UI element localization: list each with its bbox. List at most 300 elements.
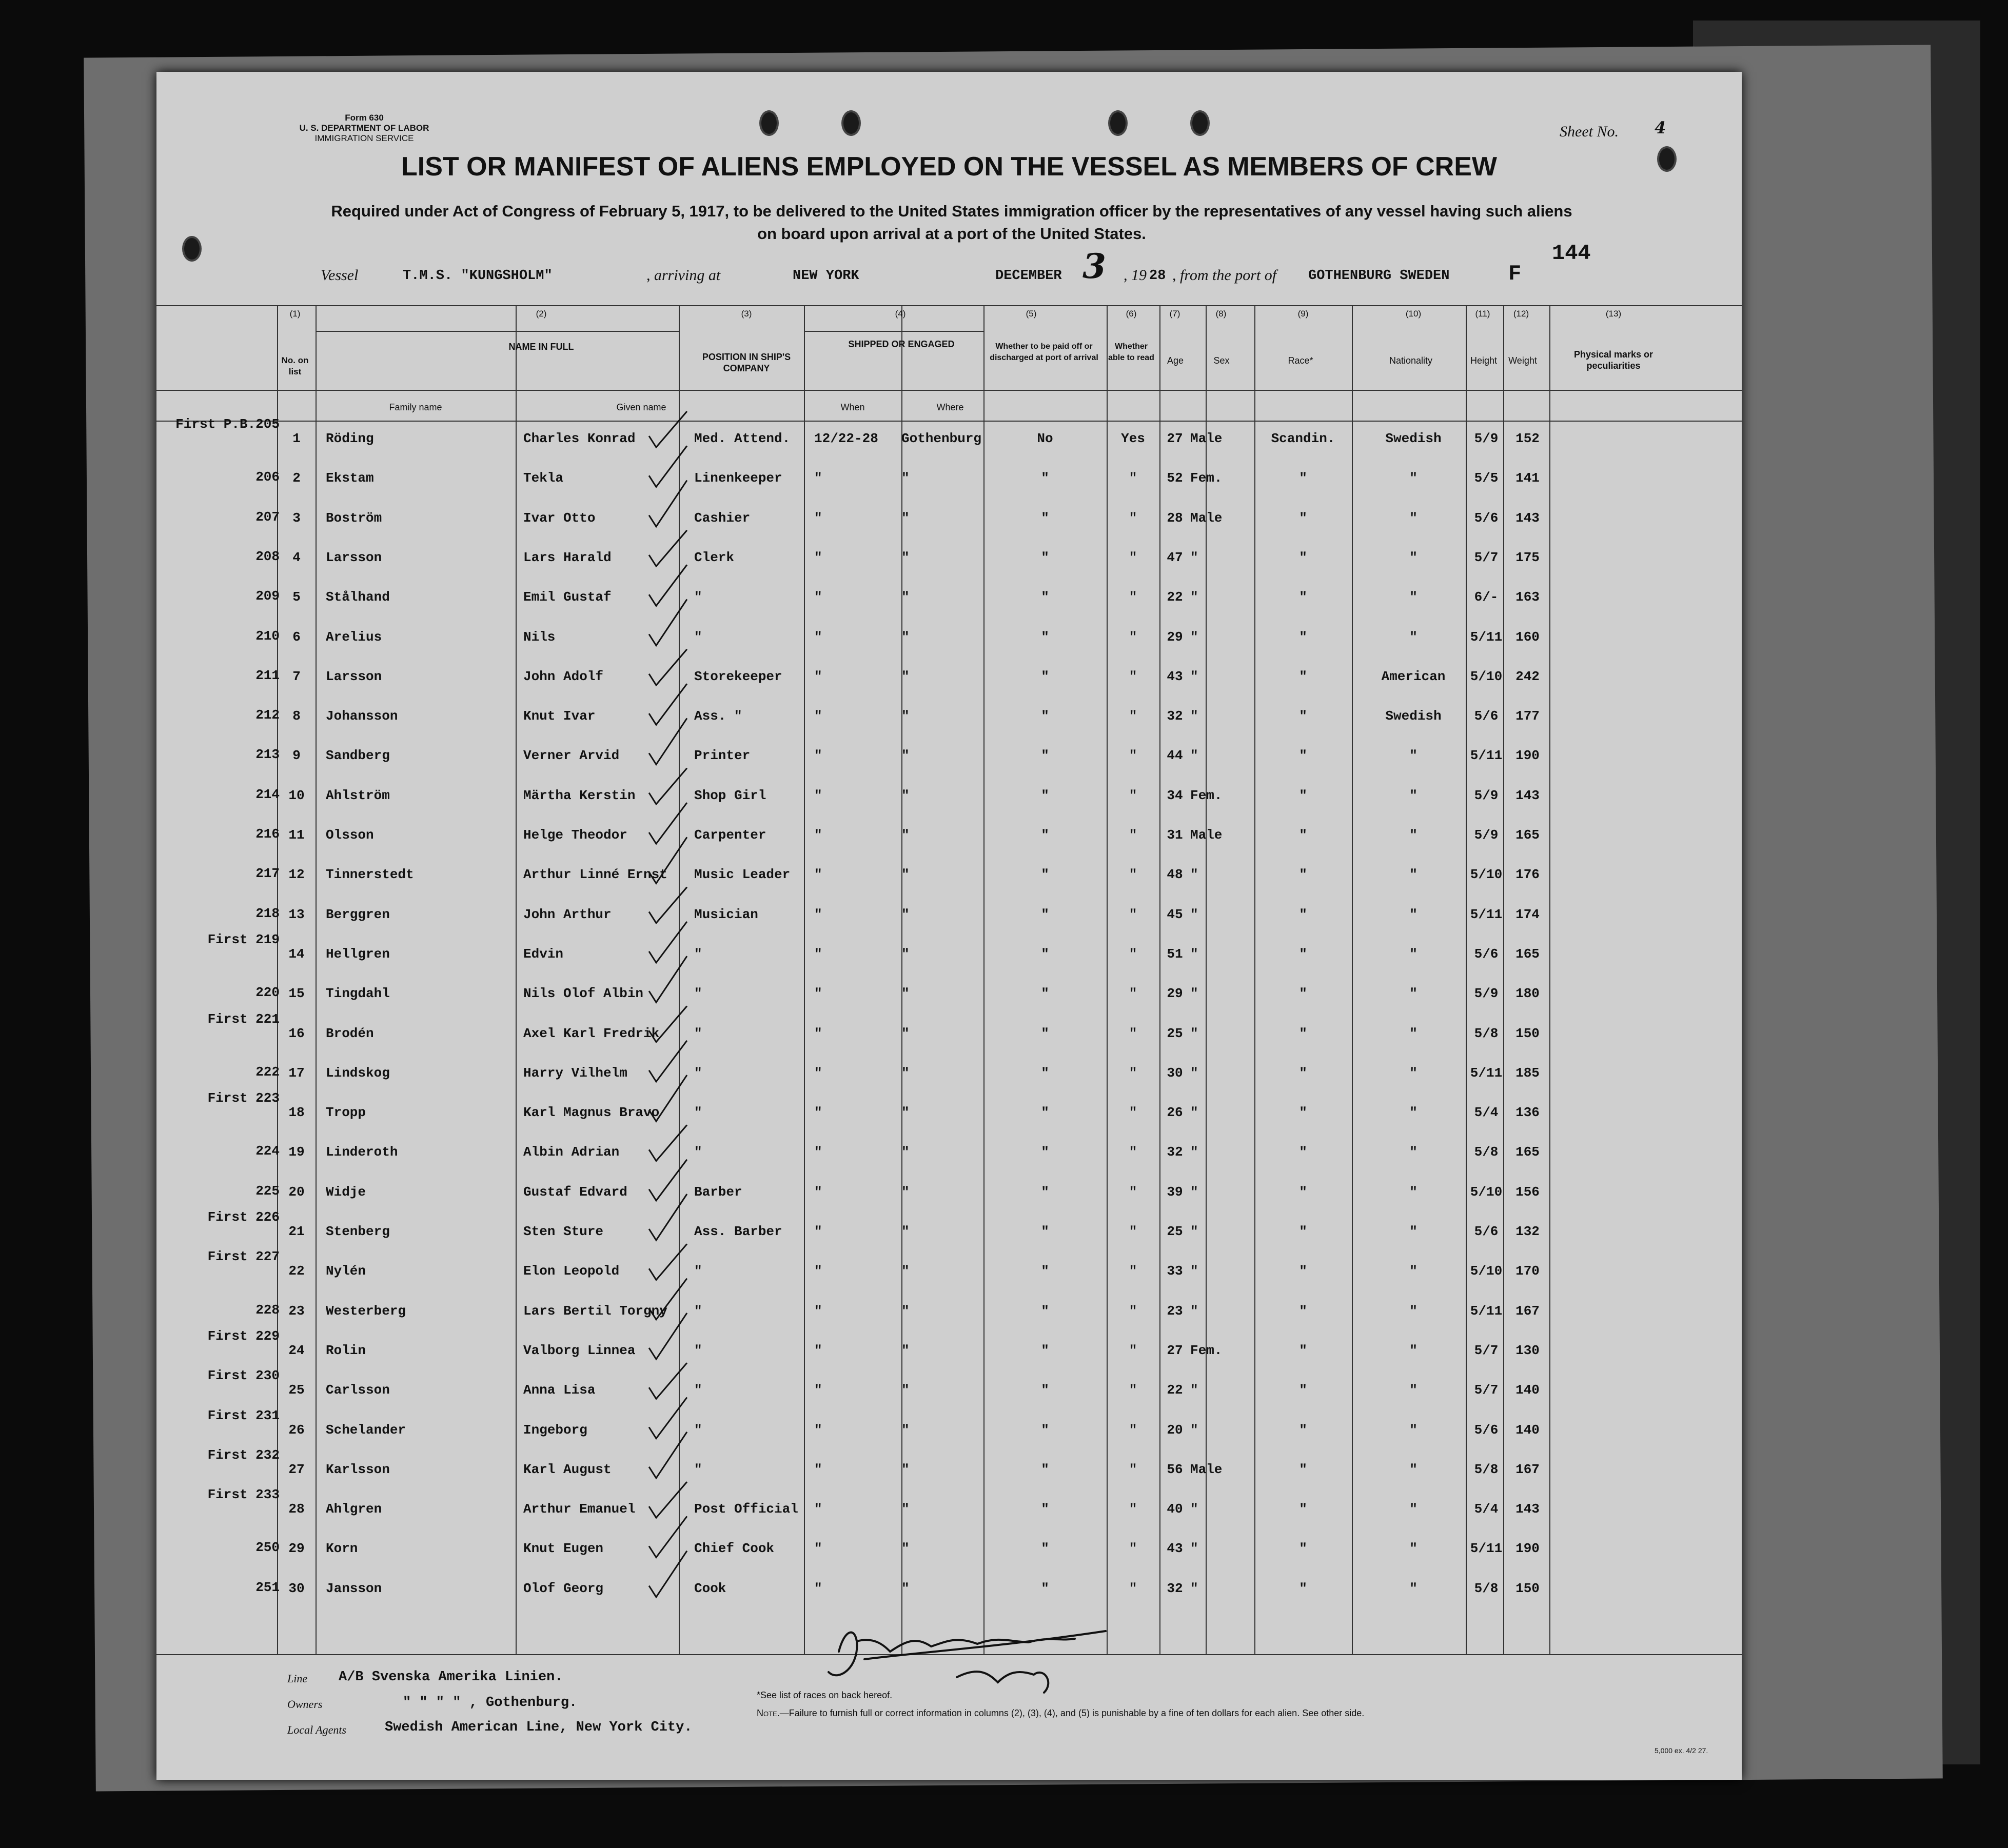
cell-no: 2 [292, 470, 301, 486]
check-mark [649, 446, 687, 487]
cell-when: " [814, 1501, 822, 1517]
col-given-name: Given name [616, 402, 666, 412]
cell-nationality: " [1409, 1422, 1418, 1438]
cell-given: Knut Ivar [523, 708, 596, 724]
check-mark [649, 1482, 687, 1518]
cell-ref: First 230 [207, 1368, 280, 1384]
header-separator [316, 331, 679, 332]
cell-nationality: " [1409, 1541, 1418, 1557]
cell-paid: " [1041, 787, 1049, 803]
cell-paid: " [1041, 1501, 1049, 1517]
failure-note [757, 1708, 1680, 1719]
check-mark [649, 1194, 687, 1240]
cell-sex: " [1190, 549, 1198, 565]
col-sex: Sex [1213, 355, 1230, 366]
service-name: IMMIGRATION SERVICE [314, 133, 414, 143]
cell-paid: " [1041, 470, 1049, 486]
print-run: 5,000 ex. 4/2 27. [1655, 1746, 1708, 1755]
cell-nationality: " [1409, 1144, 1418, 1160]
cell-no: 24 [288, 1342, 305, 1358]
cell-height: 5/6 [1474, 708, 1499, 724]
check-mark [649, 530, 687, 566]
cell-when: " [814, 867, 822, 883]
cell-ref: 217 [255, 866, 280, 882]
cell-family: Stenberg [326, 1224, 390, 1239]
cell-where: " [901, 1541, 910, 1557]
cell-race: " [1299, 867, 1307, 883]
cell-paid: " [1041, 589, 1049, 605]
cell-given: Gustaf Edvard [523, 1184, 627, 1200]
cell-no: 14 [288, 946, 305, 962]
cell-family: Korn [326, 1541, 358, 1557]
cell-sex: " [1190, 1541, 1198, 1557]
cell-position: " [694, 1105, 702, 1121]
cell-read: " [1129, 1224, 1137, 1239]
check-mark [649, 600, 687, 646]
cell-position: " [694, 1461, 702, 1477]
cell-height: 5/9 [1474, 431, 1499, 446]
cell-nationality: American [1381, 668, 1446, 684]
cell-given: Anna Lisa [523, 1382, 596, 1398]
cell-weight: 132 [1515, 1224, 1540, 1239]
cell-no: 26 [288, 1422, 305, 1438]
cell-no: 7 [292, 668, 301, 684]
cell-ref: 213 [255, 747, 280, 763]
arrival-year: 28 [1149, 268, 1166, 284]
cell-position: Ass. " [694, 708, 742, 724]
table-row-rule [156, 421, 1742, 422]
col-num-2: (2) [536, 309, 547, 319]
cell-family: Tinnerstedt [326, 867, 414, 883]
cell-no: 22 [288, 1263, 305, 1279]
cell-height: 5/9 [1474, 827, 1499, 843]
cell-given: Edvin [523, 946, 564, 962]
cell-family: Stålhand [326, 589, 390, 605]
cell-read: " [1129, 629, 1137, 645]
col-num-3: (3) [741, 309, 752, 319]
cell-read: " [1129, 946, 1137, 962]
cell-race: " [1299, 1501, 1307, 1517]
cell-nationality: " [1409, 1184, 1418, 1200]
cell-position: Music Leader [694, 867, 791, 883]
cell-read: " [1129, 906, 1137, 922]
cell-age: 45 [1167, 906, 1183, 922]
cell-race: " [1299, 629, 1307, 645]
cell-race: " [1299, 986, 1307, 1002]
cell-position: " [694, 1342, 702, 1358]
cell-position: Cashier [694, 510, 751, 526]
cell-height: 5/10 [1470, 1263, 1503, 1279]
cell-race: " [1299, 906, 1307, 922]
cell-race: " [1299, 1144, 1307, 1160]
cell-age: 52 [1167, 470, 1183, 486]
cell-height: 5/10 [1470, 867, 1503, 883]
cell-ref: 208 [255, 548, 280, 564]
cell-paid: " [1041, 906, 1049, 922]
check-mark [649, 1516, 687, 1557]
cell-position: Ass. Barber [694, 1224, 782, 1239]
cell-nationality: " [1409, 549, 1418, 565]
cell-weight: 175 [1515, 549, 1540, 565]
check-mark [649, 803, 687, 844]
check-mark [649, 411, 687, 447]
cell-race: " [1299, 708, 1307, 724]
arrival-port: NEW YORK [793, 268, 859, 284]
cell-when: " [814, 1263, 822, 1279]
punch-hole [759, 110, 779, 136]
cell-nationality: " [1409, 1461, 1418, 1477]
cell-ref: 210 [255, 628, 280, 644]
cell-height: 5/11 [1470, 748, 1503, 764]
check-mark [649, 649, 687, 685]
cell-weight: 165 [1515, 1144, 1540, 1160]
cell-height: 5/6 [1474, 510, 1499, 526]
col-num-11: (11) [1475, 309, 1490, 319]
list-number: 144 [1552, 241, 1591, 266]
cell-read: " [1129, 1501, 1137, 1517]
cell-ref: 211 [255, 667, 280, 683]
cell-age: 23 [1167, 1303, 1183, 1319]
cell-height: 5/11 [1470, 1065, 1503, 1081]
cell-given: Knut Eugen [523, 1541, 604, 1557]
cell-given: Arthur Linné Ernst [523, 867, 667, 883]
cell-no: 17 [288, 1065, 305, 1081]
cell-family: Schelander [326, 1422, 406, 1438]
cell-when: " [814, 1303, 822, 1319]
list-letter: F [1508, 262, 1522, 286]
cell-when: " [814, 1224, 822, 1239]
cell-sex: " [1190, 748, 1198, 764]
cell-where: " [901, 946, 910, 962]
cell-ref: First 227 [207, 1249, 280, 1265]
cell-where: " [901, 668, 910, 684]
cell-paid: " [1041, 1382, 1049, 1398]
col-when: When [840, 402, 865, 412]
cell-position: Chief Cook [694, 1541, 775, 1557]
cell-given: Axel Karl Fredrik [523, 1025, 660, 1041]
cell-no: 16 [288, 1025, 305, 1041]
cell-paid: " [1041, 1303, 1049, 1319]
cell-race: " [1299, 470, 1307, 486]
cell-family: Westerberg [326, 1303, 406, 1319]
cell-given: Karl August [523, 1461, 612, 1477]
cell-race: " [1299, 589, 1307, 605]
cell-nationality: " [1409, 1580, 1418, 1596]
cell-paid: " [1041, 1105, 1049, 1121]
cell-age: 34 [1167, 787, 1183, 803]
cell-race: " [1299, 1105, 1307, 1121]
cell-where: " [901, 629, 910, 645]
cell-age: 26 [1167, 1105, 1183, 1121]
check-mark [649, 718, 687, 764]
cell-read: " [1129, 470, 1137, 486]
cell-nationality: Swedish [1385, 708, 1442, 724]
cell-paid: " [1041, 1422, 1049, 1438]
check-mark [649, 1398, 687, 1439]
cell-no: 15 [288, 986, 305, 1002]
cell-nationality: " [1409, 589, 1418, 605]
cell-paid: " [1041, 1065, 1049, 1081]
cell-paid: " [1041, 946, 1049, 962]
cell-race: " [1299, 1580, 1307, 1596]
arriving-label: , arriving at [646, 267, 721, 284]
cell-ref: 212 [255, 707, 280, 723]
cell-sex: " [1190, 986, 1198, 1002]
cell-race: " [1299, 1342, 1307, 1358]
cell-sex: " [1190, 1580, 1198, 1596]
cell-height: 5/10 [1470, 1184, 1503, 1200]
cell-family: Sandberg [326, 748, 390, 764]
check-mark [649, 481, 687, 527]
cell-when: " [814, 668, 822, 684]
cell-weight: 130 [1515, 1342, 1540, 1358]
cell-sex: " [1190, 1382, 1198, 1398]
cell-weight: 160 [1515, 629, 1540, 645]
cell-no: 8 [292, 708, 301, 724]
cell-paid: " [1041, 1580, 1049, 1596]
cell-where: " [901, 1461, 910, 1477]
cell-family: Arelius [326, 629, 382, 645]
cell-read: " [1129, 1184, 1137, 1200]
cell-when: " [814, 946, 822, 962]
cell-ref: 206 [255, 469, 280, 485]
cell-weight: 143 [1515, 1501, 1540, 1517]
table-column-rule [1254, 305, 1255, 1654]
cell-family: Lindskog [326, 1065, 390, 1081]
cell-sex: Male [1190, 510, 1223, 526]
cell-ref: 216 [255, 826, 280, 842]
cell-sex: " [1190, 708, 1198, 724]
cell-given: Emil Gustaf [523, 589, 612, 605]
form-header [274, 113, 454, 144]
check-mark [649, 768, 687, 804]
cell-read: " [1129, 708, 1137, 724]
owners-label: Owners [287, 1698, 323, 1711]
cell-sex: Fem. [1190, 787, 1223, 803]
cell-given: Märtha Kerstin [523, 787, 636, 803]
cell-race: " [1299, 787, 1307, 803]
cell-ref: 228 [255, 1302, 280, 1318]
cell-family: Ahlgren [326, 1501, 382, 1517]
cell-read: " [1129, 1580, 1137, 1596]
cell-weight: 143 [1515, 510, 1540, 526]
cell-when: " [814, 787, 822, 803]
cell-paid: " [1041, 1461, 1049, 1477]
cell-where: " [901, 1065, 910, 1081]
cell-age: 31 [1167, 827, 1183, 843]
cell-no: 20 [288, 1184, 305, 1200]
cell-given: Arthur Emanuel [523, 1501, 636, 1517]
cell-sex: " [1190, 668, 1198, 684]
cell-nationality: " [1409, 1065, 1418, 1081]
cell-given: Tekla [523, 470, 564, 486]
table-column-rule [1206, 305, 1207, 1654]
cell-where: " [901, 1263, 910, 1279]
cell-no: 1 [292, 431, 301, 446]
cell-when: " [814, 708, 822, 724]
cell-sex: " [1190, 589, 1198, 605]
cell-weight: 167 [1515, 1461, 1540, 1477]
col-age: Age [1167, 355, 1184, 366]
races-note: *See list of races on back hereof. [757, 1690, 893, 1700]
cell-family: Berggren [326, 906, 390, 922]
form-number: Form 630 [345, 113, 384, 123]
cell-given: Charles Konrad [523, 431, 636, 446]
cell-nationality: " [1409, 787, 1418, 803]
col-num-9: (9) [1297, 309, 1309, 319]
cell-no: 13 [288, 906, 305, 922]
col-num-12: (12) [1513, 309, 1529, 319]
cell-no: 28 [288, 1501, 305, 1517]
cell-paid: " [1041, 1342, 1049, 1358]
cell-nationality: " [1409, 748, 1418, 764]
cell-sex: " [1190, 1224, 1198, 1239]
cell-nationality: " [1409, 906, 1418, 922]
cell-where: " [901, 549, 910, 565]
cell-read: " [1129, 1382, 1137, 1398]
cell-paid: " [1041, 549, 1049, 565]
cell-position: " [694, 1263, 702, 1279]
cell-ref: First 221 [207, 1011, 280, 1027]
cell-age: 20 [1167, 1422, 1183, 1438]
cell-weight: 150 [1515, 1025, 1540, 1041]
cell-position: " [694, 1065, 702, 1081]
col-position: POSITION IN SHIP'S COMPANY [702, 352, 791, 373]
cell-paid: " [1041, 629, 1049, 645]
cell-where: " [901, 1224, 910, 1239]
check-mark [649, 1363, 687, 1399]
cell-given: Nils Olof Albin [523, 986, 644, 1002]
cell-when: " [814, 549, 822, 565]
cell-weight: 136 [1515, 1105, 1540, 1121]
header-separator [804, 331, 983, 332]
cell-read: " [1129, 787, 1137, 803]
check-mark [649, 684, 687, 725]
cell-when: " [814, 1105, 822, 1121]
cell-age: 48 [1167, 867, 1183, 883]
check-mark [649, 1551, 687, 1597]
cell-paid: " [1041, 708, 1049, 724]
cell-weight: 190 [1515, 1541, 1540, 1557]
cell-height: 5/8 [1474, 1580, 1499, 1596]
cell-given: Ivar Otto [523, 510, 596, 526]
cell-position: Barber [694, 1184, 742, 1200]
cell-sex: " [1190, 867, 1198, 883]
cell-paid: " [1041, 1144, 1049, 1160]
cell-when: " [814, 1461, 822, 1477]
cell-family: Linderoth [326, 1144, 398, 1160]
cell-given: Helge Theodor [523, 827, 627, 843]
cell-family: Olsson [326, 827, 374, 843]
cell-ref: First 226 [207, 1209, 280, 1225]
cell-ref: First P.B.205 [175, 416, 280, 432]
cell-nationality: " [1409, 1501, 1418, 1517]
cell-age: 22 [1167, 1382, 1183, 1398]
cell-race: Scandin. [1271, 431, 1335, 446]
cell-race: " [1299, 1184, 1307, 1200]
cell-when: " [814, 1580, 822, 1596]
table-column-rule [1503, 305, 1504, 1654]
cell-age: 40 [1167, 1501, 1183, 1517]
col-num-5: (5) [1026, 309, 1037, 319]
col-physical-marks: Physical marks or peculiarities [1573, 349, 1653, 371]
cell-no: 9 [292, 748, 301, 764]
table-column-rule [679, 305, 680, 1654]
cell-weight: 176 [1515, 867, 1540, 883]
table-column-rule [1107, 305, 1108, 1654]
cell-race: " [1299, 946, 1307, 962]
cell-family: Tropp [326, 1105, 366, 1121]
cell-no: 3 [292, 510, 301, 526]
cell-sex: Fem. [1190, 470, 1223, 486]
col-paid-off: Whether to be paid off or discharged at port of arrival [990, 342, 1098, 362]
cell-where: " [901, 906, 910, 922]
cell-race: " [1299, 510, 1307, 526]
punch-hole [1108, 110, 1128, 136]
cell-nationality: Swedish [1385, 431, 1442, 446]
cell-age: 39 [1167, 1184, 1183, 1200]
cell-where: " [901, 589, 910, 605]
cell-nationality: " [1409, 1342, 1418, 1358]
cell-sex: " [1190, 1025, 1198, 1041]
cell-when: " [814, 629, 822, 645]
cell-when: " [814, 1382, 822, 1398]
cell-age: 27 [1167, 431, 1183, 446]
cell-when: 12/22-28 [814, 431, 878, 446]
table-column-rule [1466, 305, 1467, 1654]
cell-sex: " [1190, 1065, 1198, 1081]
col-name-in-full: NAME IN FULL [508, 342, 574, 352]
cell-where: " [901, 470, 910, 486]
cell-where: " [901, 1422, 910, 1438]
cell-sex: Male [1190, 1461, 1223, 1477]
col-num-10: (10) [1405, 309, 1422, 319]
cell-sex: " [1190, 946, 1198, 962]
cell-nationality: " [1409, 510, 1418, 526]
cell-no: 10 [288, 787, 305, 803]
cell-weight: 140 [1515, 1382, 1540, 1398]
cell-ref: 218 [255, 905, 280, 921]
cell-position: " [694, 1303, 702, 1319]
col-num-4: (4) [895, 309, 906, 319]
cell-read: " [1129, 1263, 1137, 1279]
page-title: LIST OR MANIFEST OF ALIENS EMPLOYED ON THE VESSEL AS MEMBERS OF CREW [401, 152, 1497, 182]
cell-sex: " [1190, 1144, 1198, 1160]
cell-ref: First 229 [207, 1328, 280, 1344]
check-mark [649, 1244, 687, 1280]
cell-weight: 163 [1515, 589, 1540, 605]
cell-height: 5/7 [1474, 549, 1499, 565]
cell-read: " [1129, 1144, 1137, 1160]
punch-hole [1190, 110, 1210, 136]
col-num-6: (6) [1126, 309, 1137, 319]
cell-read: " [1129, 1422, 1137, 1438]
table-column-rule [1159, 305, 1160, 1654]
cell-position: " [694, 1025, 702, 1041]
cell-nationality: " [1409, 1303, 1418, 1319]
cell-where: " [901, 787, 910, 803]
punch-hole [182, 236, 202, 262]
cell-height: 5/8 [1474, 1144, 1499, 1160]
departure-port: GOTHENBURG SWEDEN [1308, 268, 1450, 284]
cell-given: Karl Magnus Bravo [523, 1105, 660, 1121]
cell-where: " [901, 1105, 910, 1121]
cell-weight: 150 [1515, 1580, 1540, 1596]
cell-weight: 170 [1515, 1263, 1540, 1279]
cell-read: " [1129, 986, 1137, 1002]
cell-family: Carlsson [326, 1382, 390, 1398]
agents-value: Swedish American Line, New York City. [385, 1720, 693, 1735]
